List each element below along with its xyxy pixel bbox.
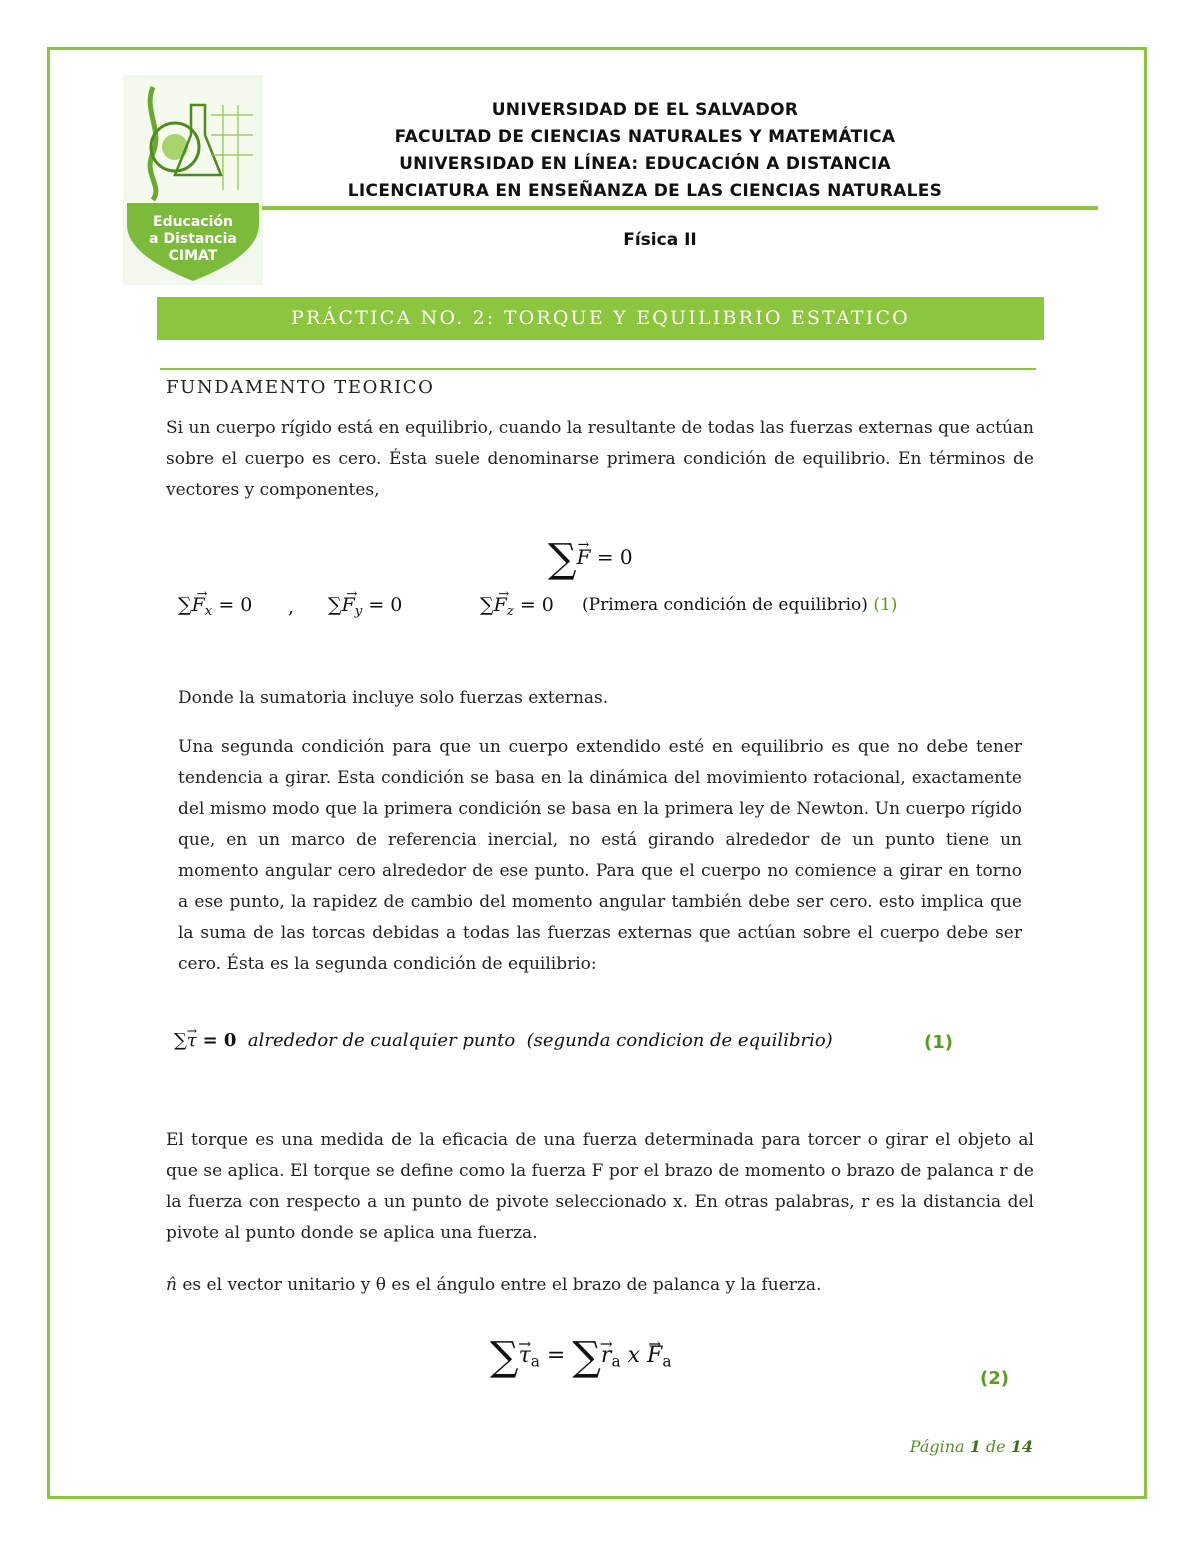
page-footer [910,1437,1033,1456]
equation-comma: , [288,596,295,618]
footer-sep: de [985,1437,1006,1456]
unit-vector-symbol: n̂ [166,1275,177,1295]
footer-current-page: 1 [969,1437,981,1456]
equation-torque-cross-product: ∑→ $\tau_a$ = ∑→ $r_a$ $x \to F_a$ [490,1334,672,1380]
paragraph-first-condition: Si un cuerpo rígido está en equilibrio, cuando la resultante de todas las fuerzas externas que actúan sobre el cuerpo es cero. Ésta suele denominarse primera condición de equilibrio. En términos de vectores y componentes, [166,418,1034,500]
paragraph-torque-definition: El torque es una medida de la eficacia de una fuerza determinada para torcer o girar el objeto al que se aplica. El torque se define como la fuerza F por el brazo de momento o brazo de palanca r de la fuerza con respecto a un punto de pivote seleccionado x. En otras palabras, r es la distancia del pivote al punto donde se aplica una fuerza. [166,1130,1034,1243]
logo-text-line3: CIMAT [168,248,218,264]
header-rule [262,206,1098,210]
header-line-1: UNIVERSIDAD DE EL SALVADOR [491,100,799,120]
equation-first-condition-label: (Primera condición de equilibrio) (1) [582,595,898,615]
equation-number-2: (2) [980,1368,1009,1389]
faculty-logo [123,75,263,285]
equation-number-1: (1) [873,595,898,615]
paragraph-second-condition: Una segunda condición para que un cuerpo extendido esté en equilibrio es que no debe tener tendencia a girar. Esta condición se basa en la dinámica del movimiento rotacional, exactamente del mismo modo que la primera condición se basa en la primera ley de Newton. Un cuerpo rígido que, en un marco de referencia inercial, no está girando alrededor de un punto tiene un momento angular cero alrededor de ese punto. Para que el cuerpo no comience a girar en torno a ese punto, la rapidez de cambio del momento angular también debe ser cero. esto implica que la suma de las torcas debidas a todas las fuerzas externas que actúan sobre el cuerpo debe ser cero. Ésta es la segunda condición de equilibrio: [178,737,1022,974]
equation-torque-sum: ∑→ τ = 0 alrededor de cualquier punto (segunda condicion de equilibrio) [174,1030,833,1051]
equation-number-1b: (1) [924,1032,953,1053]
paragraph-external-forces: Donde la sumatoria incluye solo fuerzas externas. [178,688,609,708]
logo-text-line1: Educación [153,214,233,230]
header-line-3: UNIVERSIDAD EN LÍNEA: EDUCACIÓN A DISTANCIA [399,154,891,174]
section-heading: FUNDAMENTO TEORICO [166,377,435,398]
header-line-4: LICENCIATURA EN ENSEÑANZA DE LAS CIENCIAS NATURALES [347,181,943,201]
subject-title: Física II [623,230,697,250]
logo-text-line2: a Distancia [149,231,237,247]
paragraph-unit-vector: n̂ es el vector unitario y θ es el ángulo entre el brazo de palanca y la fuerza. [166,1275,822,1295]
equation-sum-force: ∑→ F = 0 [548,536,633,582]
section-rule [160,368,1036,370]
equation-torque-description: alrededor de cualquier punto [247,1030,516,1051]
practice-title: PRÁCTICA NO. 2: TORQUE Y EQUILIBRIO ESTATICO [157,297,1044,340]
equation-fz: ∑→ $F_z = 0$ [480,594,554,619]
footer-total-pages: 14 [1010,1437,1033,1456]
header-line-2: FACULTAD DE CIENCIAS NATURALES Y MATEMÁTICA [394,127,896,147]
equation-fx: ∑→ $F_x = 0$ [178,594,252,619]
equation-fy: ∑→ $F_y = 0$ [328,594,402,619]
equation-second-condition-label: (segunda condicion de equilibrio) [526,1030,833,1051]
footer-label: Página [909,1437,965,1456]
institution-header [300,97,990,205]
equation-sum-force-rhs: = 0 [596,545,633,569]
